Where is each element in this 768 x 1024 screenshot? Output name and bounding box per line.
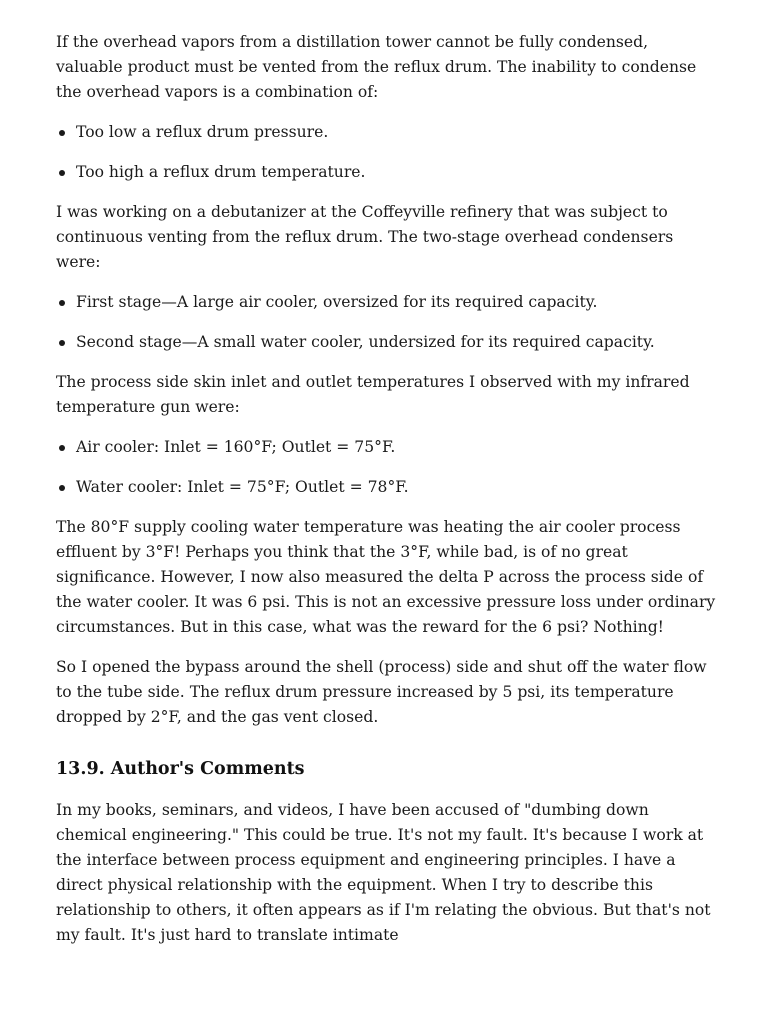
list-condensers [56, 290, 716, 355]
list-item: Too low a reflux drum pressure. [56, 120, 716, 145]
paragraph-temperatures: The process side skin inlet and outlet temperatures I observed with my infrared temperature gun were: [56, 373, 690, 416]
paragraph-bypass: So I opened the bypass around the shell (process) side and shut off the water flow to the tube side. The reflux drum pressure increased by 5 psi, its temperature dropped by 2°F, and the gas vent closed. [56, 658, 707, 726]
paragraph-debutanizer: I was working on a debutanizer at the Coffeyville refinery that was subject to continuous venting from the reflux drum. The two-stage overhead condensers were: [56, 203, 674, 271]
list-item: Second stage—A small water cooler, undersized for its required capacity. [56, 330, 716, 355]
list-item: Too high a reflux drum temperature. [56, 160, 716, 185]
list-item: Water cooler: Inlet = 75°F; Outlet = 78°F. [56, 475, 716, 500]
document-page [56, 30, 716, 963]
paragraph-comments: In my books, seminars, and videos, I have been accused of "dumbing down chemical engineering." This could be true. It's not my fault. It's because I work at the interface between process equipment and engineering principles. I have a direct physical relationship with the equipment. When I try to describe this relationship to others, it often appears as if I'm relating the obvious. But that's not my fault. It's just hard to translate intimate [56, 801, 711, 944]
list-causes [56, 120, 716, 185]
list-temperatures [56, 435, 716, 500]
section-heading: 13.9. Author's Comments [56, 759, 305, 779]
list-item: Air cooler: Inlet = 160°F; Outlet = 75°F. [56, 435, 716, 460]
list-item: First stage—A large air cooler, oversized for its required capacity. [56, 290, 716, 315]
paragraph-intro: If the overhead vapors from a distillation tower cannot be fully condensed, valuable product must be vented from the reflux drum. The inability to condense the overhead vapors is a combination of: [56, 33, 697, 101]
paragraph-cooling-water: The 80°F supply cooling water temperature was heating the air cooler process effluent by 3°F! Perhaps you think that the 3°F, while bad, is of no great significance. However, I now also measured the delta P across the process side of the water cooler. It was 6 psi. This is not an excessive pressure loss under ordinary circumstances. But in this case, what was the reward for the 6 psi? Nothing! [56, 518, 716, 636]
